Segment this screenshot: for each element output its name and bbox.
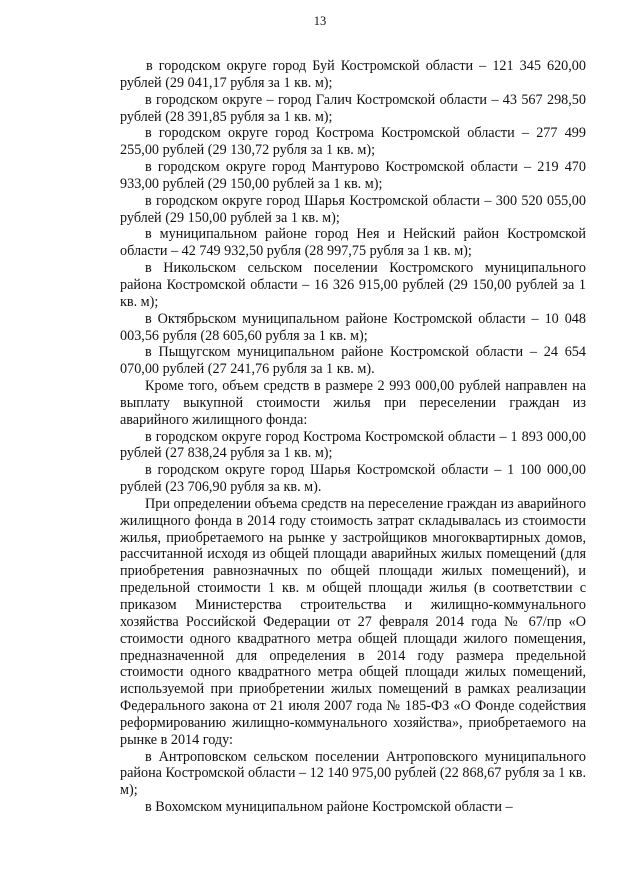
paragraph-buy: в городском округе город Буй Костромской области – 121 345 620,00 рублей (29 041,17 рубля за 1 кв. м); — [120, 58, 586, 91]
paragraph-vokhma: в Вохомском муниципальном районе Костромской области – — [145, 799, 513, 816]
paragraph-sharya: в городском округе город Шарья Костромской области – 300 520 055,00 рублей (29 150,00 рублей за 1 кв. м); — [120, 192, 586, 226]
paragraph-kostroma: в городском округе город Кострома Костромской области – 277 499 255,00 рублей (29 130,72 рубля за 1 кв. м); — [120, 125, 586, 159]
document-body — [120, 58, 586, 816]
paragraph-buyout-kostroma: в городском округе город Кострома Костромской области – 1 893 000,00 рублей (27 838,24 рубля за 1 кв. м); — [120, 428, 586, 462]
paragraph-cost-methodology: При определении объема средств на переселение граждан из аварийного жилищного фонда в 2014 году стоимость затрат складывалась из стоимости жилья, приобретаемого на рынке у застройщиков многоквартирных домов, рассчитанной исходя из общей площади аварийных жилых помещений (для приобретения равнозначных по общей площади жилых помещений), и предельной стоимости 1 кв. м общей площади жилья (в соответствии с приказом Министерства строительства и жилищно-коммунального хозяйства Российской Федерации от 27 февраля 2014 года № 67/пр «О стоимости одного квадратного метра общей площади жилого помещения, предназначенной для определения в 2014 году размера предельной стоимости одного квадратного метра общей площади жилых помещений, используемой при приобретении жилых помещений в рамках реализации Федерального закона от 21 июля 2007 года № 185-ФЗ «О Фонде содействия реформированию жилищно-коммунального хозяйства», приобретаемого на рынке в 2014 году: — [120, 495, 586, 748]
page-number: 13 — [313, 14, 327, 28]
paragraph-buyout-sharya: в городском округе город Шарья Костромской области – 1 100 000,00 рублей (23 706,90 рубля за кв. м). — [120, 462, 586, 496]
paragraph-neya: в муниципальном районе город Нея и Нейский район Костромской области – 42 749 932,50 рубля (28 997,75 рубля за 1 кв. м); — [120, 226, 586, 260]
paragraph-antropovo: в Антроповском сельском поселении Антроповского муниципального района Костромской области – 12 140 975,00 рублей (22 868,67 рубля за 1 кв. м); — [120, 748, 586, 799]
paragraph-manturovo: в городском округе город Мантурово Костромской области – 219 470 933,00 рублей (29 150,00 рублей за 1 кв. м); — [120, 159, 586, 192]
paragraph-galich: в городском округе – город Галич Костромской области – 43 567 298,50 рублей (28 391,85 рубля за 1 кв. м); — [120, 91, 586, 125]
paragraph-pyshchug: в Пыщугском муниципальном районе Костромской области – 24 654 070,00 рублей (27 241,76 рубля за 1 кв. м). — [120, 344, 586, 378]
paragraph-buyout-total: Кроме того, объем средств в размере 2 993 000,00 рублей направлен на выплату выкупной стоимости жилья при переселении граждан из аварийного жилищного фонда: — [120, 378, 586, 428]
paragraph-nikolskoe: в Никольском сельском поселении Костромского муниципального района Костромской области – 16 326 915,00 рублей (29 150,00 рублей за 1 кв. м); — [120, 260, 586, 310]
paragraph-oktyabrsky: в Октябрьском муниципальном районе Костромской области – 10 048 003,56 рубля (28 605,60 рубля за 1 кв. м); — [120, 310, 586, 344]
